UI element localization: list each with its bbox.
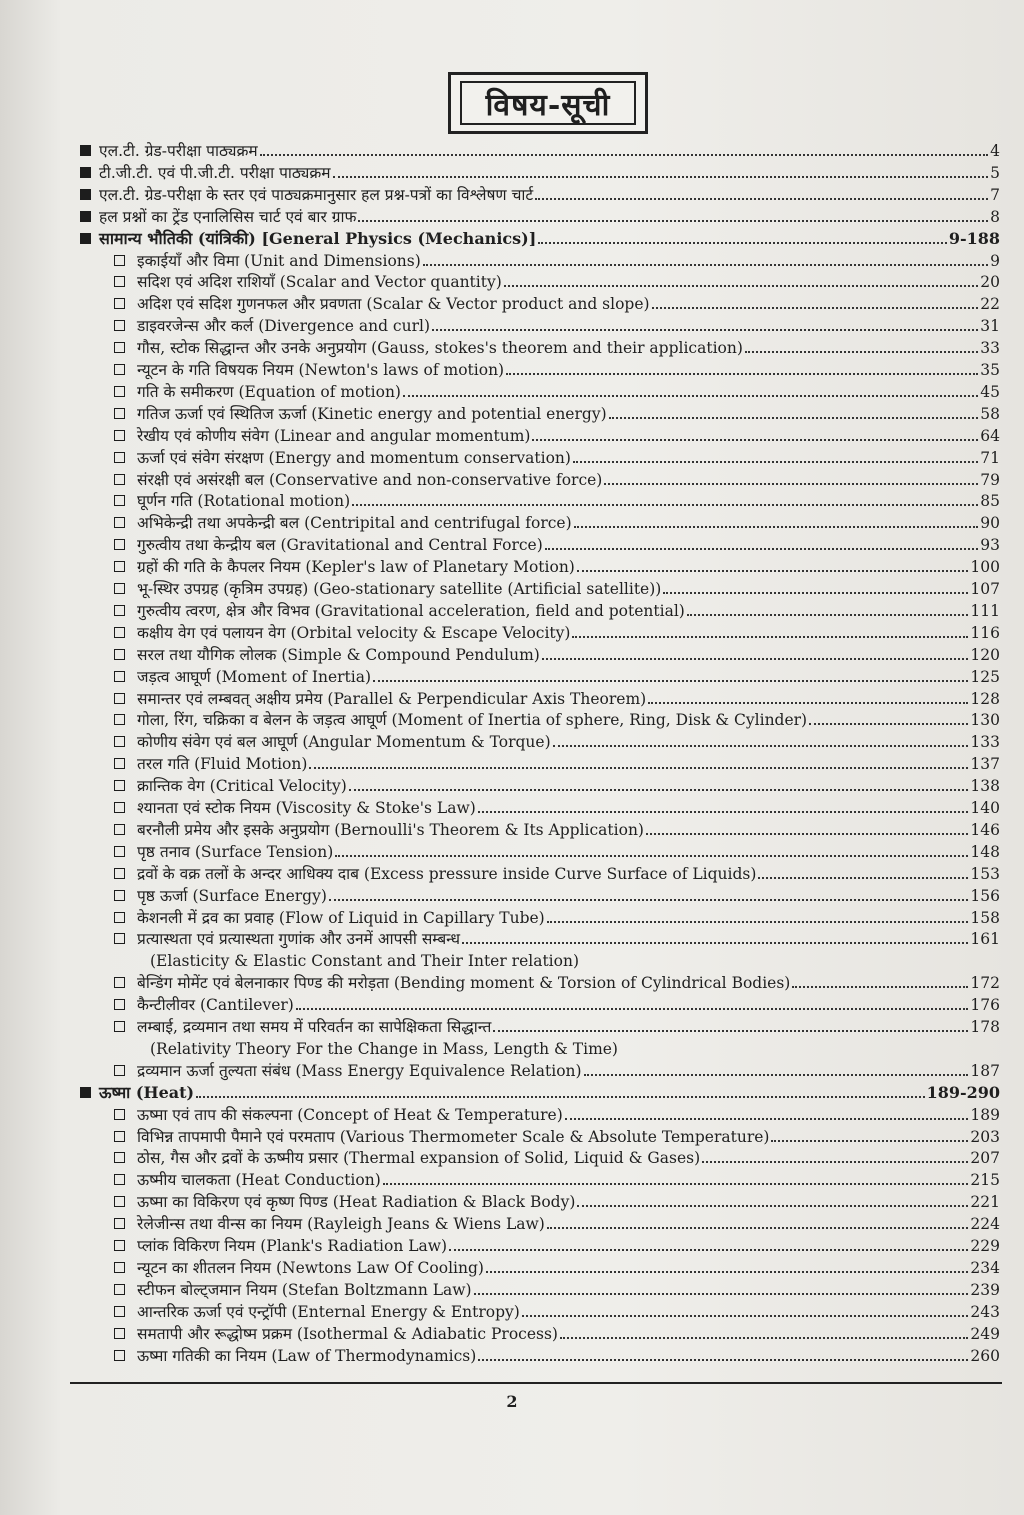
toc-page-number: 93 (980, 536, 1000, 555)
toc-entry-label: न्यूटन का शीतलन नियम (Newtons Law Of Cooling) (137, 1258, 484, 1277)
footer-rule (70, 1382, 1002, 1384)
dot-leader (309, 766, 968, 769)
toc-row (80, 970, 1000, 992)
toc-page-number: 146 (970, 820, 1000, 839)
toc-entry-label: कोणीय संवेग एवं बल आघूर्ण (Angular Momentum & Torque) (137, 733, 551, 752)
toc-entry-label: गौस, स्टोक सिद्धान्त और उनके अनुप्रयोग (Gauss, stokes's theorem and their application) (137, 339, 743, 358)
toc-entry-label: ऊर्जा एवं संवेग संरक्षण (Energy and momentum conservation) (137, 448, 571, 467)
toc-row (80, 839, 1000, 861)
toc-row (80, 905, 1000, 927)
hollow-square-bullet-icon (114, 561, 125, 572)
toc-entry-label: घूर्णन गति (Rotational motion) (137, 492, 351, 511)
toc-entry-label: रेखीय एवं कोणीय संवेग (Linear and angular momentum) (137, 426, 531, 445)
toc-row (80, 269, 1000, 291)
toc-page-number: 125 (970, 667, 1000, 686)
page-number: 2 (506, 1392, 518, 1411)
dot-leader (449, 1248, 968, 1251)
toc-row (80, 1167, 1000, 1189)
hollow-square-bullet-icon (114, 736, 125, 747)
toc-row (80, 664, 1000, 686)
toc-page-number: 111 (970, 601, 1000, 620)
toc-page-number: 107 (970, 580, 1000, 598)
hollow-square-bullet-icon (114, 298, 125, 309)
toc-page-number: 243 (970, 1302, 1000, 1321)
toc-row (80, 532, 1000, 554)
dot-leader (383, 1182, 969, 1185)
toc-row (80, 1211, 1000, 1233)
toc-row (80, 182, 1000, 204)
dot-leader (646, 832, 968, 835)
hollow-square-bullet-icon (114, 1284, 125, 1295)
hollow-square-bullet-icon (114, 824, 125, 835)
filled-square-bullet-icon (80, 167, 91, 178)
dot-leader (493, 1029, 968, 1032)
hollow-square-bullet-icon (114, 693, 125, 704)
toc-page-number: 45 (980, 382, 1000, 401)
toc-entry-label: ग्रहों की गति के कैपलर नियम (Kepler's law of Planetary Motion) (137, 558, 575, 577)
toc-row (80, 992, 1000, 1014)
toc-entry-label: क्रान्तिक वेग (Critical Velocity) (137, 777, 347, 796)
dot-leader (572, 635, 968, 638)
hollow-square-bullet-icon (114, 1065, 125, 1076)
toc-entry-label: तरल गति (Fluid Motion) (137, 755, 308, 774)
dot-leader (771, 1139, 968, 1142)
dot-leader (687, 613, 969, 616)
toc-page-number: 221 (970, 1193, 1000, 1212)
toc-row (80, 488, 1000, 510)
toc-page-number: 148 (970, 842, 1000, 861)
hollow-square-bullet-icon (114, 649, 125, 660)
dot-leader (573, 460, 978, 463)
toc-entry-label: केशनली में द्रव का प्रवाह (Flow of Liquid in Capillary Tube) (137, 908, 545, 927)
toc-page-number: 130 (970, 711, 1000, 730)
dot-leader (565, 1117, 969, 1120)
toc-entry-label: कैन्टीलीवर (Cantilever) (137, 996, 294, 1015)
dot-leader (535, 197, 988, 200)
toc-page-number: 33 (980, 339, 1000, 358)
dot-leader (758, 876, 968, 879)
hollow-square-bullet-icon (114, 583, 125, 594)
toc-page-number: 85 (980, 492, 1000, 511)
toc-row (80, 1124, 1000, 1146)
dot-leader (547, 1226, 969, 1229)
hollow-square-bullet-icon (114, 408, 125, 419)
hollow-square-bullet-icon (114, 1196, 125, 1207)
dot-leader (504, 284, 979, 287)
toc-entry-label: बरनौली प्रमेय और इसके अनुप्रयोग (Bernoulli's Theorem & Its Application) (137, 820, 644, 839)
hollow-square-bullet-icon (114, 933, 125, 944)
dot-leader (478, 810, 969, 813)
toc-entry-label: आन्तरिक ऊर्जा एवं एन्ट्रॉपी (Enternal Energy & Entropy) (137, 1302, 520, 1321)
dot-leader (652, 306, 979, 309)
toc-entry-label: द्रवों के वक्र तलों के अन्दर आधिक्य दाब (Excess pressure inside Curve Surface of Liquids) (137, 864, 757, 883)
dot-leader (506, 372, 978, 375)
toc-row (80, 357, 1000, 379)
hollow-square-bullet-icon (114, 342, 125, 353)
toc-section-row (80, 1080, 1000, 1102)
title-frame (448, 72, 648, 134)
dot-leader (478, 1358, 968, 1361)
toc-entry-label: ऊष्मा का विकिरण एवं कृष्ण पिण्ड (Heat Radiation & Black Body) (137, 1193, 576, 1212)
dot-leader (403, 394, 978, 397)
hollow-square-bullet-icon (114, 780, 125, 791)
toc-page-number: 140 (970, 799, 1000, 817)
hollow-square-bullet-icon (114, 276, 125, 287)
toc-entry-label: अभिकेन्द्री तथा अपकेन्द्री बल (Centripital and centrifugal force) (137, 514, 572, 533)
dot-leader (358, 219, 988, 222)
toc-entry-label: श्यानता एवं स्टोक नियम (Viscosity & Stoke's Law) (137, 799, 476, 817)
toc-row (80, 291, 1000, 313)
dot-leader (648, 701, 968, 704)
hollow-square-bullet-icon (114, 758, 125, 769)
dot-leader (609, 416, 979, 419)
toc-page-number: 4 (990, 142, 1000, 160)
toc-entry-label: ऊष्मा (Heat) (99, 1082, 195, 1102)
toc-entry-label: पृष्ठ तनाव (Surface Tension) (137, 842, 334, 861)
toc-page-number: 178 (970, 1018, 1000, 1036)
toc-page-number: 138 (970, 777, 1000, 796)
toc-row (80, 335, 1000, 357)
hollow-square-bullet-icon (114, 1174, 125, 1185)
dot-leader (663, 591, 968, 594)
toc-row (80, 883, 1000, 905)
toc-entry-label: डाइवरजेन्स और कर्ल (Divergence and curl) (137, 317, 431, 336)
toc-entry-label: गतिज ऊर्जा एवं स्थितिज ऊर्जा (Kinetic energy and potential energy) (137, 404, 607, 423)
toc-row (80, 1145, 1000, 1167)
toc-page-number: 234 (970, 1258, 1000, 1277)
filled-square-bullet-icon (80, 189, 91, 200)
toc-row (80, 313, 1000, 335)
toc-continuation-row (80, 948, 1024, 970)
toc-page-number: 187 (970, 1061, 1000, 1080)
hollow-square-bullet-icon (114, 1240, 125, 1251)
hollow-square-bullet-icon (114, 1328, 125, 1339)
toc-page-number: 156 (970, 886, 1000, 905)
toc-entry-label: हल प्रश्नों का ट्रेंड एनालिसिस चार्ट एवं बार ग्राफ (99, 207, 357, 226)
toc-page-number: 22 (980, 295, 1000, 314)
toc-page-number: 128 (970, 689, 1000, 708)
hollow-square-bullet-icon (114, 999, 125, 1010)
toc-row (80, 423, 1000, 445)
toc-row (80, 795, 1000, 817)
toc-row (80, 467, 1000, 489)
toc-entry-label: प्रत्यास्थता एवं प्रत्यास्थता गुणांक और उनमें आपसी सम्बन्ध (137, 930, 461, 949)
toc-row (80, 1321, 1000, 1343)
toc-page-number: 7 (990, 185, 1000, 204)
toc-page-number: 224 (970, 1215, 1000, 1234)
hollow-square-bullet-icon (114, 495, 125, 506)
toc-row (80, 138, 1000, 160)
toc-row (80, 817, 1000, 839)
hollow-square-bullet-icon (114, 539, 125, 550)
toc-page-number: 58 (980, 404, 1000, 423)
toc-entry-label: ऊष्मा गतिकी का नियम (Law of Thermodynamics) (137, 1346, 477, 1365)
toc-row (80, 773, 1000, 795)
dot-leader (577, 569, 969, 572)
toc-entry-label: एल.टी. ग्रेड-परीक्षा के स्तर एवं पाठ्यक्रमानुसार हल प्रश्न-पत्रों का विश्लेषण चार्ट (99, 185, 534, 204)
dot-leader (349, 788, 969, 791)
toc-row (80, 160, 1000, 182)
dot-leader (809, 722, 968, 725)
toc-entry-label: समान्तर एवं लम्बवत् अक्षीय प्रमेय (Parallel & Perpendicular Axis Theorem) (137, 689, 647, 708)
toc-page-number: 239 (970, 1280, 1000, 1299)
toc-row (80, 401, 1000, 423)
toc-row (80, 1299, 1000, 1321)
hollow-square-bullet-icon (114, 1350, 125, 1361)
toc-section-row (80, 226, 1000, 248)
dot-leader (462, 941, 968, 944)
toc-entry-label: गुरुत्वीय त्वरण, क्षेत्र और विभव (Gravitational acceleration, field and potential) (137, 601, 685, 620)
toc-entry-label: ऊष्मा एवं ताप की संकल्पना (Concept of Heat & Temperature) (137, 1105, 563, 1124)
toc-entry-label: भू-स्थिर उपग्रह (कृत्रिम उपग्रह) (Geo-stationary satellite (Artificial satellite)) (137, 580, 662, 598)
toc-page-number: 35 (980, 361, 1000, 379)
hollow-square-bullet-icon (114, 1152, 125, 1163)
toc-entry-label: स्टीफन बोल्ट्जमान नियम (Stefan Boltzmann Law) (137, 1280, 472, 1299)
toc-entry-label: गुरुत्वीय तथा केन्द्रीय बल (Gravitational and Central Force) (137, 536, 543, 555)
toc-entry-label: प्लांक विकिरण नियम (Plank's Radiation Law) (137, 1237, 448, 1255)
dot-leader (296, 1007, 969, 1010)
toc-page-number: 116 (970, 623, 1000, 642)
toc-entry-label: न्यूटन के गति विषयक नियम (Newton's laws of motion) (137, 361, 505, 379)
toc-page-number: 9-188 (948, 228, 1000, 248)
toc-row (80, 598, 1000, 620)
dot-leader (474, 1292, 969, 1295)
toc-page-number: 176 (970, 996, 1000, 1015)
toc-entry-label: पृष्ठ ऊर्जा (Surface Energy) (137, 886, 327, 905)
dot-leader (532, 438, 978, 441)
hollow-square-bullet-icon (114, 714, 125, 725)
hollow-square-bullet-icon (114, 452, 125, 463)
toc-row (80, 686, 1000, 708)
filled-square-bullet-icon (80, 233, 91, 244)
dot-leader (432, 328, 978, 331)
toc-page-number: 9 (990, 251, 1000, 270)
hollow-square-bullet-icon (114, 474, 125, 485)
toc-entry-label: अदिश एवं सदिश गुणनफल और प्रवणता (Scalar & Vector product and slope) (137, 295, 650, 314)
toc-page-number: 153 (970, 864, 1000, 883)
hollow-square-bullet-icon (114, 1306, 125, 1317)
toc-continuation-row (80, 1036, 1024, 1058)
toc-row (80, 248, 1000, 270)
toc-page-number: 229 (970, 1237, 1000, 1255)
dot-leader (486, 1270, 968, 1273)
toc-page-number: 120 (970, 645, 1000, 664)
toc-page-number: 90 (980, 514, 1000, 533)
dot-leader (745, 350, 978, 353)
toc-row (80, 1102, 1000, 1124)
toc-row (80, 729, 1000, 751)
toc-row (80, 926, 1000, 948)
toc-page-number: 133 (970, 733, 1000, 752)
toc-page-number: 31 (980, 317, 1000, 336)
page-title: विषय-सूची (460, 81, 636, 125)
dot-leader (547, 920, 969, 923)
toc-page-number: 79 (980, 470, 1000, 489)
hollow-square-bullet-icon (114, 627, 125, 638)
dot-leader (335, 854, 968, 857)
dot-leader (545, 547, 979, 550)
hollow-square-bullet-icon (114, 430, 125, 441)
filled-square-bullet-icon (80, 211, 91, 222)
toc-entry-label: ठोस, गैस और द्रवों के ऊष्मीय प्रसार (Thermal expansion of Solid, Liquid & Gases) (137, 1149, 701, 1168)
hollow-square-bullet-icon (114, 912, 125, 923)
dot-leader (577, 1204, 968, 1207)
toc-entry-label: ऊष्मीय चालकता (Heat Conduction) (137, 1171, 381, 1190)
filled-square-bullet-icon (80, 145, 91, 156)
dot-leader (574, 525, 979, 528)
hollow-square-bullet-icon (114, 320, 125, 331)
toc-page-number: 260 (970, 1346, 1000, 1365)
toc-row (80, 510, 1000, 532)
hollow-square-bullet-icon (114, 255, 125, 266)
toc-page-number: 100 (970, 558, 1000, 577)
hollow-square-bullet-icon (114, 1262, 125, 1273)
toc-row (80, 445, 1000, 467)
toc-entry-label: द्रव्यमान ऊर्जा तुल्यता संबंध (Mass Energy Equivalence Relation) (137, 1061, 582, 1080)
toc-entry-label: समतापी और रूद्धोष्म प्रक्रम (Isothermal & Adiabatic Process) (137, 1324, 558, 1343)
hollow-square-bullet-icon (114, 671, 125, 682)
toc-row (80, 1014, 1000, 1036)
toc-entry-label: सदिश एवं अदिश राशियाँ (Scalar and Vector quantity) (137, 273, 502, 292)
toc-page-number: 158 (970, 908, 1000, 927)
toc-row (80, 204, 1000, 226)
hollow-square-bullet-icon (114, 1021, 125, 1032)
hollow-square-bullet-icon (114, 977, 125, 988)
toc-page-number: 203 (970, 1127, 1000, 1146)
hollow-square-bullet-icon (114, 846, 125, 857)
hollow-square-bullet-icon (114, 605, 125, 616)
toc-page-number: 64 (980, 426, 1000, 445)
dot-leader (522, 1314, 969, 1317)
toc-row (80, 1255, 1000, 1277)
toc-row (80, 379, 1000, 401)
toc-entry-label: टी.जी.टी. एवं पी.जी.टी. परीक्षा पाठ्यक्रम (99, 163, 331, 182)
toc-entry-label: इकाईयाँ और विमा (Unit and Dimensions) (137, 251, 421, 270)
hollow-square-bullet-icon (114, 1131, 125, 1142)
toc-entry-label: गति के समीकरण (Equation of motion) (137, 382, 401, 401)
dot-leader (702, 1160, 968, 1163)
toc-entry-label: (Elasticity & Elastic Constant and Their Inter relation) (150, 952, 580, 971)
toc-page-number: 172 (970, 974, 1000, 993)
toc-page-number: 215 (970, 1171, 1000, 1190)
toc-page-number: 5 (990, 163, 1000, 182)
dot-leader (333, 175, 989, 178)
filled-square-bullet-icon (80, 1087, 91, 1098)
toc-row (80, 554, 1000, 576)
toc-entry-label: गोला, रिंग, चक्रिका व बेलन के जड़त्व आघूर्ण (Moment of Inertia of sphere, Ring, Disk & Cylinder) (137, 711, 808, 730)
hollow-square-bullet-icon (114, 802, 125, 813)
dot-leader (423, 263, 988, 266)
toc-page-number: 71 (980, 448, 1000, 467)
toc-row (80, 1343, 1000, 1365)
hollow-square-bullet-icon (114, 517, 125, 528)
toc-entry-label: जड़त्व आघूर्ण (Moment of Inertia) (137, 667, 371, 686)
hollow-square-bullet-icon (114, 1218, 125, 1229)
toc-entry-label: सामान्य भौतिकी (यांत्रिकी) [General Physics (Mechanics)] (99, 228, 537, 248)
toc-row (80, 1189, 1000, 1211)
toc-entry-label: बेन्डिंग मोमेंट एवं बेलनाकार पिण्ड की मरोड़ता (Bending moment & Torsion of Cylindrical Bodies) (137, 974, 791, 993)
toc-page-number: 20 (980, 273, 1000, 292)
toc-entry-label: (Relativity Theory For the Change in Mass, Length & Time) (150, 1039, 618, 1058)
toc-row (80, 576, 1000, 598)
toc-page-number: 137 (970, 755, 1000, 774)
dot-leader (542, 657, 969, 660)
toc-row (80, 861, 1000, 883)
hollow-square-bullet-icon (114, 386, 125, 397)
toc-page-number: 8 (990, 207, 1000, 226)
dot-leader (538, 241, 947, 244)
toc-page-number: 249 (970, 1324, 1000, 1343)
dot-leader (260, 153, 988, 156)
toc-entry-label: कक्षीय वेग एवं पलायन वेग (Orbital velocity & Escape Velocity) (137, 623, 571, 642)
toc-row (80, 751, 1000, 773)
toc-row (80, 1058, 1000, 1080)
toc-entry-label: विभिन्न तापमापी पैमाने एवं परमताप (Various Thermometer Scale & Absolute Temperature) (137, 1127, 770, 1146)
dot-leader (604, 482, 978, 485)
dot-leader (329, 898, 969, 901)
dot-leader (196, 1095, 924, 1098)
dot-leader (792, 985, 968, 988)
dot-leader (373, 679, 968, 682)
toc-entry-label: सरल तथा यौगिक लोलक (Simple & Compound Pendulum) (137, 645, 540, 664)
toc-entry-label: एल.टी. ग्रेड-परीक्षा पाठ्यक्रम (99, 142, 258, 160)
toc-row (80, 642, 1000, 664)
toc-page-number: 189-290 (926, 1082, 1000, 1102)
toc-row (80, 1233, 1000, 1255)
toc-page-number: 161 (970, 930, 1000, 949)
hollow-square-bullet-icon (114, 890, 125, 901)
dot-leader (560, 1336, 968, 1339)
hollow-square-bullet-icon (114, 1109, 125, 1120)
dot-leader (584, 1073, 969, 1076)
toc-row (80, 620, 1000, 642)
toc-entry-label: रेलेजीन्स तथा वीन्स का नियम (Rayleigh Jeans & Wiens Law) (137, 1215, 545, 1234)
toc-entry-label: लम्बाई, द्रव्यमान तथा समय में परिवर्तन का सापेक्षिकता सिद्धान्त (137, 1018, 492, 1036)
toc-row (80, 707, 1000, 729)
toc-entry-label: संरक्षी एवं असंरक्षी बल (Conservative and non-conservative force) (137, 470, 603, 489)
dot-leader (553, 744, 969, 747)
toc-page-number: 207 (970, 1149, 1000, 1168)
dot-leader (352, 503, 978, 506)
toc-page-number: 189 (970, 1105, 1000, 1124)
toc-row (80, 1277, 1000, 1299)
hollow-square-bullet-icon (114, 364, 125, 375)
hollow-square-bullet-icon (114, 868, 125, 879)
